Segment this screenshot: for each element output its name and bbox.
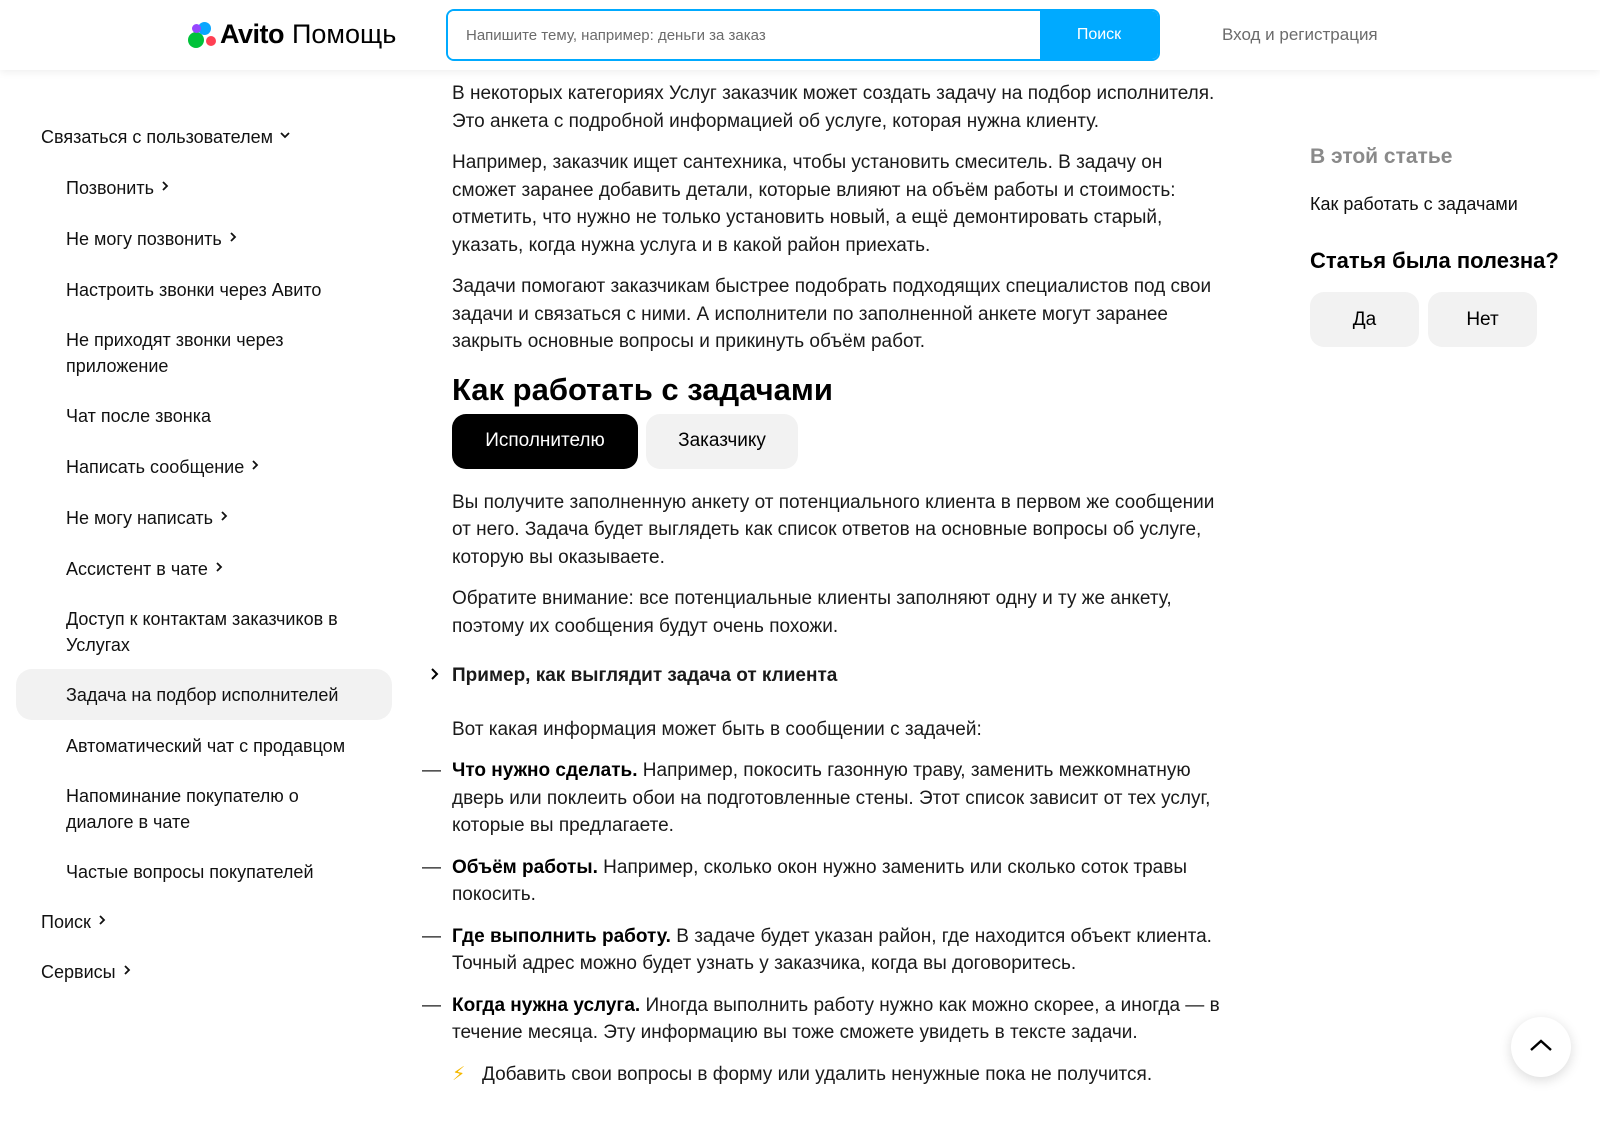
list-item-text: Например, сколько окон нужно заменить или сколько соток травы покосить. — [452, 856, 1187, 905]
sidebar-item-label: Позвонить — [66, 177, 154, 198]
note — [452, 1061, 1222, 1089]
sidebar-item-label: Частые вопросы покупателей — [66, 861, 314, 882]
sidebar-item-label: Напоминание покупателю о диалоге в чате — [66, 785, 299, 832]
sidebar-item-label: Задача на подбор исполнителей — [66, 684, 339, 705]
article-paragraph: Вы получите заполненную анкету от потенциального клиента в первом же сообщении от него. Задача будет выглядеть как список ответов на основные вопросы об услуге, которую вы оказываете. — [452, 491, 1215, 568]
section-heading: Как работать с задачами — [452, 371, 833, 407]
article-paragraph: Вот какая информация может быть в сообщении с задачей: — [452, 718, 982, 740]
login-link[interactable]: Вход и регистрация — [1222, 25, 1378, 44]
search-bar — [446, 9, 1160, 61]
chevron-down-icon — [279, 128, 291, 146]
list-item — [422, 923, 1222, 978]
chevron-right-icon — [219, 505, 229, 531]
feedback-title: Статья была полезна? — [1310, 248, 1559, 273]
list-item — [422, 757, 1222, 840]
sidebar-item-label: Не приходят звонки через приложение — [66, 329, 284, 376]
info-list — [422, 757, 1222, 1047]
dash-marker: — — [422, 856, 441, 878]
sidebar-item-services[interactable] — [16, 947, 392, 997]
sidebar-subitem[interactable] — [16, 162, 392, 213]
sidebar-nav — [16, 112, 392, 997]
sidebar-subitem[interactable] — [16, 669, 392, 720]
article-content — [422, 80, 1222, 1088]
avito-logo-icon — [188, 20, 216, 48]
sidebar-subitem[interactable] — [16, 390, 392, 441]
sidebar-subitem[interactable] — [16, 213, 392, 264]
chevron-right-icon — [250, 454, 260, 480]
list-item-title: Что нужно сделать. — [452, 760, 638, 781]
sidebar-item-label: Чат после звонка — [66, 405, 211, 426]
sidebar-item-label: Сервисы — [41, 961, 116, 982]
logo-brand: Avito — [220, 18, 284, 49]
list-item — [422, 854, 1222, 909]
search-input[interactable] — [448, 11, 1040, 59]
article-paragraph: Задачи помогают заказчикам быстрее подобрать подходящих специалистов под свои задачи и связаться с ними. А исполнители по заполненной анкете могут заранее закрыть основные вопросы и прикинуть объём работ. — [452, 276, 1212, 352]
sidebar-item-label: Настроить звонки через Авито — [66, 279, 322, 300]
feedback-no-button[interactable]: Нет — [1428, 292, 1537, 347]
sidebar-item-label: Не могу написать — [66, 507, 213, 528]
logo-subtitle: Помощь — [292, 18, 397, 49]
list-item-title: Объём работы. — [452, 856, 598, 878]
sidebar-item-label: Не могу позвонить — [66, 228, 222, 249]
sidebar-item-label: Доступ к контактам заказчиков в Услугах — [66, 608, 338, 655]
sidebar-subitem[interactable] — [16, 720, 392, 771]
tab-executor[interactable]: Исполнителю — [452, 414, 638, 469]
sidebar-subitem[interactable] — [16, 264, 392, 315]
dash-marker: — — [422, 760, 441, 781]
chevron-right-icon — [122, 963, 132, 981]
sidebar-item-label: Ассистент в чате — [66, 558, 208, 579]
sidebar-subitem[interactable] — [16, 846, 392, 897]
chevron-up-icon — [1529, 1038, 1553, 1057]
chevron-right-icon — [160, 175, 170, 201]
expander-label: Пример, как выглядит задача от клиента — [452, 665, 838, 686]
dash-marker: — — [422, 994, 441, 1016]
tab-customer[interactable]: Заказчику — [646, 414, 798, 469]
sidebar-item-label: Связаться с пользователем — [41, 126, 273, 147]
sidebar-subitem[interactable] — [16, 543, 392, 594]
feedback-yes-button[interactable]: Да — [1310, 292, 1419, 347]
chevron-right-icon — [214, 556, 224, 582]
sidebar-item-contact-user[interactable] — [16, 112, 392, 162]
dash-marker: — — [422, 925, 441, 947]
search-button[interactable]: Поиск — [1040, 11, 1158, 59]
sidebar-subitem[interactable] — [16, 492, 392, 543]
list-item-text: Например, покосить газонную траву, заменить межкомнатную дверь или поклеить обои на подготовленные стены. Этот список зависит от тех услуг, которые вы предлагаете. — [452, 760, 1211, 836]
site-header — [0, 0, 1600, 70]
list-item-text: Иногда выполнить работу нужно как можно скорее, а иногда — в течение месяца. Эту информацию вы тоже сможете увидеть в тексте задачи. — [452, 994, 1220, 1043]
list-item-title: Где выполнить работу. — [452, 925, 671, 947]
sidebar-item-search[interactable] — [16, 897, 392, 947]
sidebar-subitem[interactable] — [16, 441, 392, 492]
toc-title: В этой статье — [1310, 145, 1453, 168]
sidebar-item-label: Автоматический чат с продавцом — [66, 735, 346, 756]
lightning-icon: ⚡ — [452, 1063, 466, 1085]
sidebar-subitem[interactable] — [16, 594, 392, 669]
toc-link[interactable]: Как работать с задачами — [1310, 194, 1518, 214]
sidebar-subitem[interactable] — [16, 771, 392, 846]
chevron-right-icon — [228, 226, 238, 252]
avito-help-logo[interactable] — [188, 14, 396, 54]
scroll-to-top-button[interactable] — [1511, 1017, 1571, 1077]
chevron-right-icon — [97, 913, 107, 931]
list-item-text: В задаче будет указан район, где находится объект клиента. Точный адрес можно будет узнать у заказчика, когда вы договоритесь. — [452, 925, 1212, 974]
sidebar-subitem[interactable] — [16, 315, 392, 390]
note-text: Добавить свои вопросы в форму или удалить ненужные пока не получится. — [482, 1063, 1153, 1085]
list-item-title: Когда нужна услуга. — [452, 994, 641, 1016]
list-item — [422, 992, 1222, 1047]
article-paragraph: Обратите внимание: все потенциальные клиенты заполняют одну и ту же анкету, поэтому их сообщения будут очень похожи. — [452, 588, 1172, 637]
sidebar-item-label: Написать сообщение — [66, 456, 245, 477]
example-expander[interactable] — [452, 662, 1222, 690]
audience-tabs — [452, 414, 1222, 469]
chevron-right-icon — [430, 662, 440, 690]
sidebar-item-label: Поиск — [41, 911, 91, 932]
article-paragraph: В некоторых категориях Услуг заказчик может создать задачу на подбор исполнителя. Это анкета с подробной информацией об услуге, которая нужна клиенту. — [452, 83, 1215, 132]
article-paragraph: Например, заказчик ищет сантехника, чтобы установить смеситель. В задачу он сможет заранее добавить детали, которые влияют на объём работы и стоимость: отметить, что нужно не только установить новый, а ещё демонтировать старый, указать, когда нужна услуга и в какой район приехать. — [452, 152, 1176, 256]
